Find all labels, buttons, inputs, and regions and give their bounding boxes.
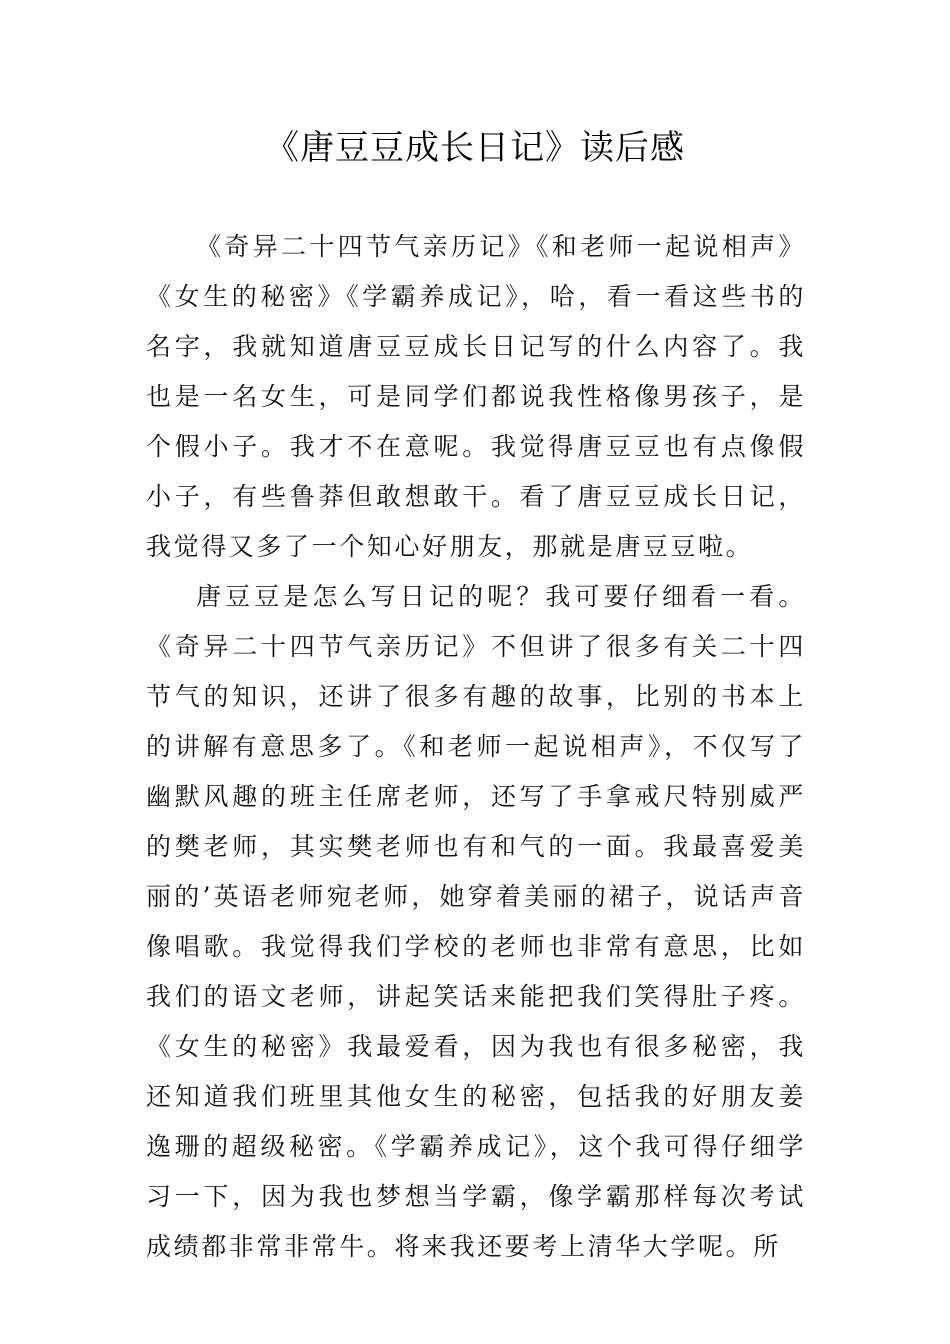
paragraph: 《奇异二十四节气亲历记》《和老师一起说相声》《女生的秘密》《学霸养成记》，哈，看一看这些书的名字，我就知道唐豆豆成长日记写的什么内容了。我也是一名女生，可是同学们都说我性格像男孩子，是个假小子。我才不在意呢。我觉得唐豆豆也有点像假小子，有些鲁莽但敢想敢干。看了唐豆豆成长日记，我觉得又多了一个知心好朋友，那就是唐豆豆啦。	[146, 232, 806, 561]
paragraph: 唐豆豆是怎么写日记的呢？我可要仔细看一看。《奇异二十四节气亲历记》不但讲了很多有关二十四节气的知识，还讲了很多有趣的故事，比别的书本上的讲解有意思多了。《和老师一起说相声》，不仅写了幽默风趣的班主任席老师，还写了手拿戒尺特别威严的樊老师，其实樊老师也有和气的一面。我最喜爱美丽的’英语老师宛老师，她穿着美丽的裙子，说话声音像唱歌。我觉得我们学校的老师也非常有意思，比如我们的语文老师，讲起笑话来能把我们笑得肚子疼。《女生的秘密》我最爱看，因为我也有很多秘密，我还知道我们班里其他女生的秘密，包括我的好朋友姜逸珊的超级秘密。《学霸养成记》，这个我可得仔细学习一下，因为我也梦想当学霸，像学霸那样每次考试成绩都非常非常牛。将来我还要考上清华大学呢。所	[146, 582, 806, 1261]
document-title: 《唐豆豆成长日记》读后感	[265, 128, 685, 168]
document-body	[146, 222, 806, 1272]
